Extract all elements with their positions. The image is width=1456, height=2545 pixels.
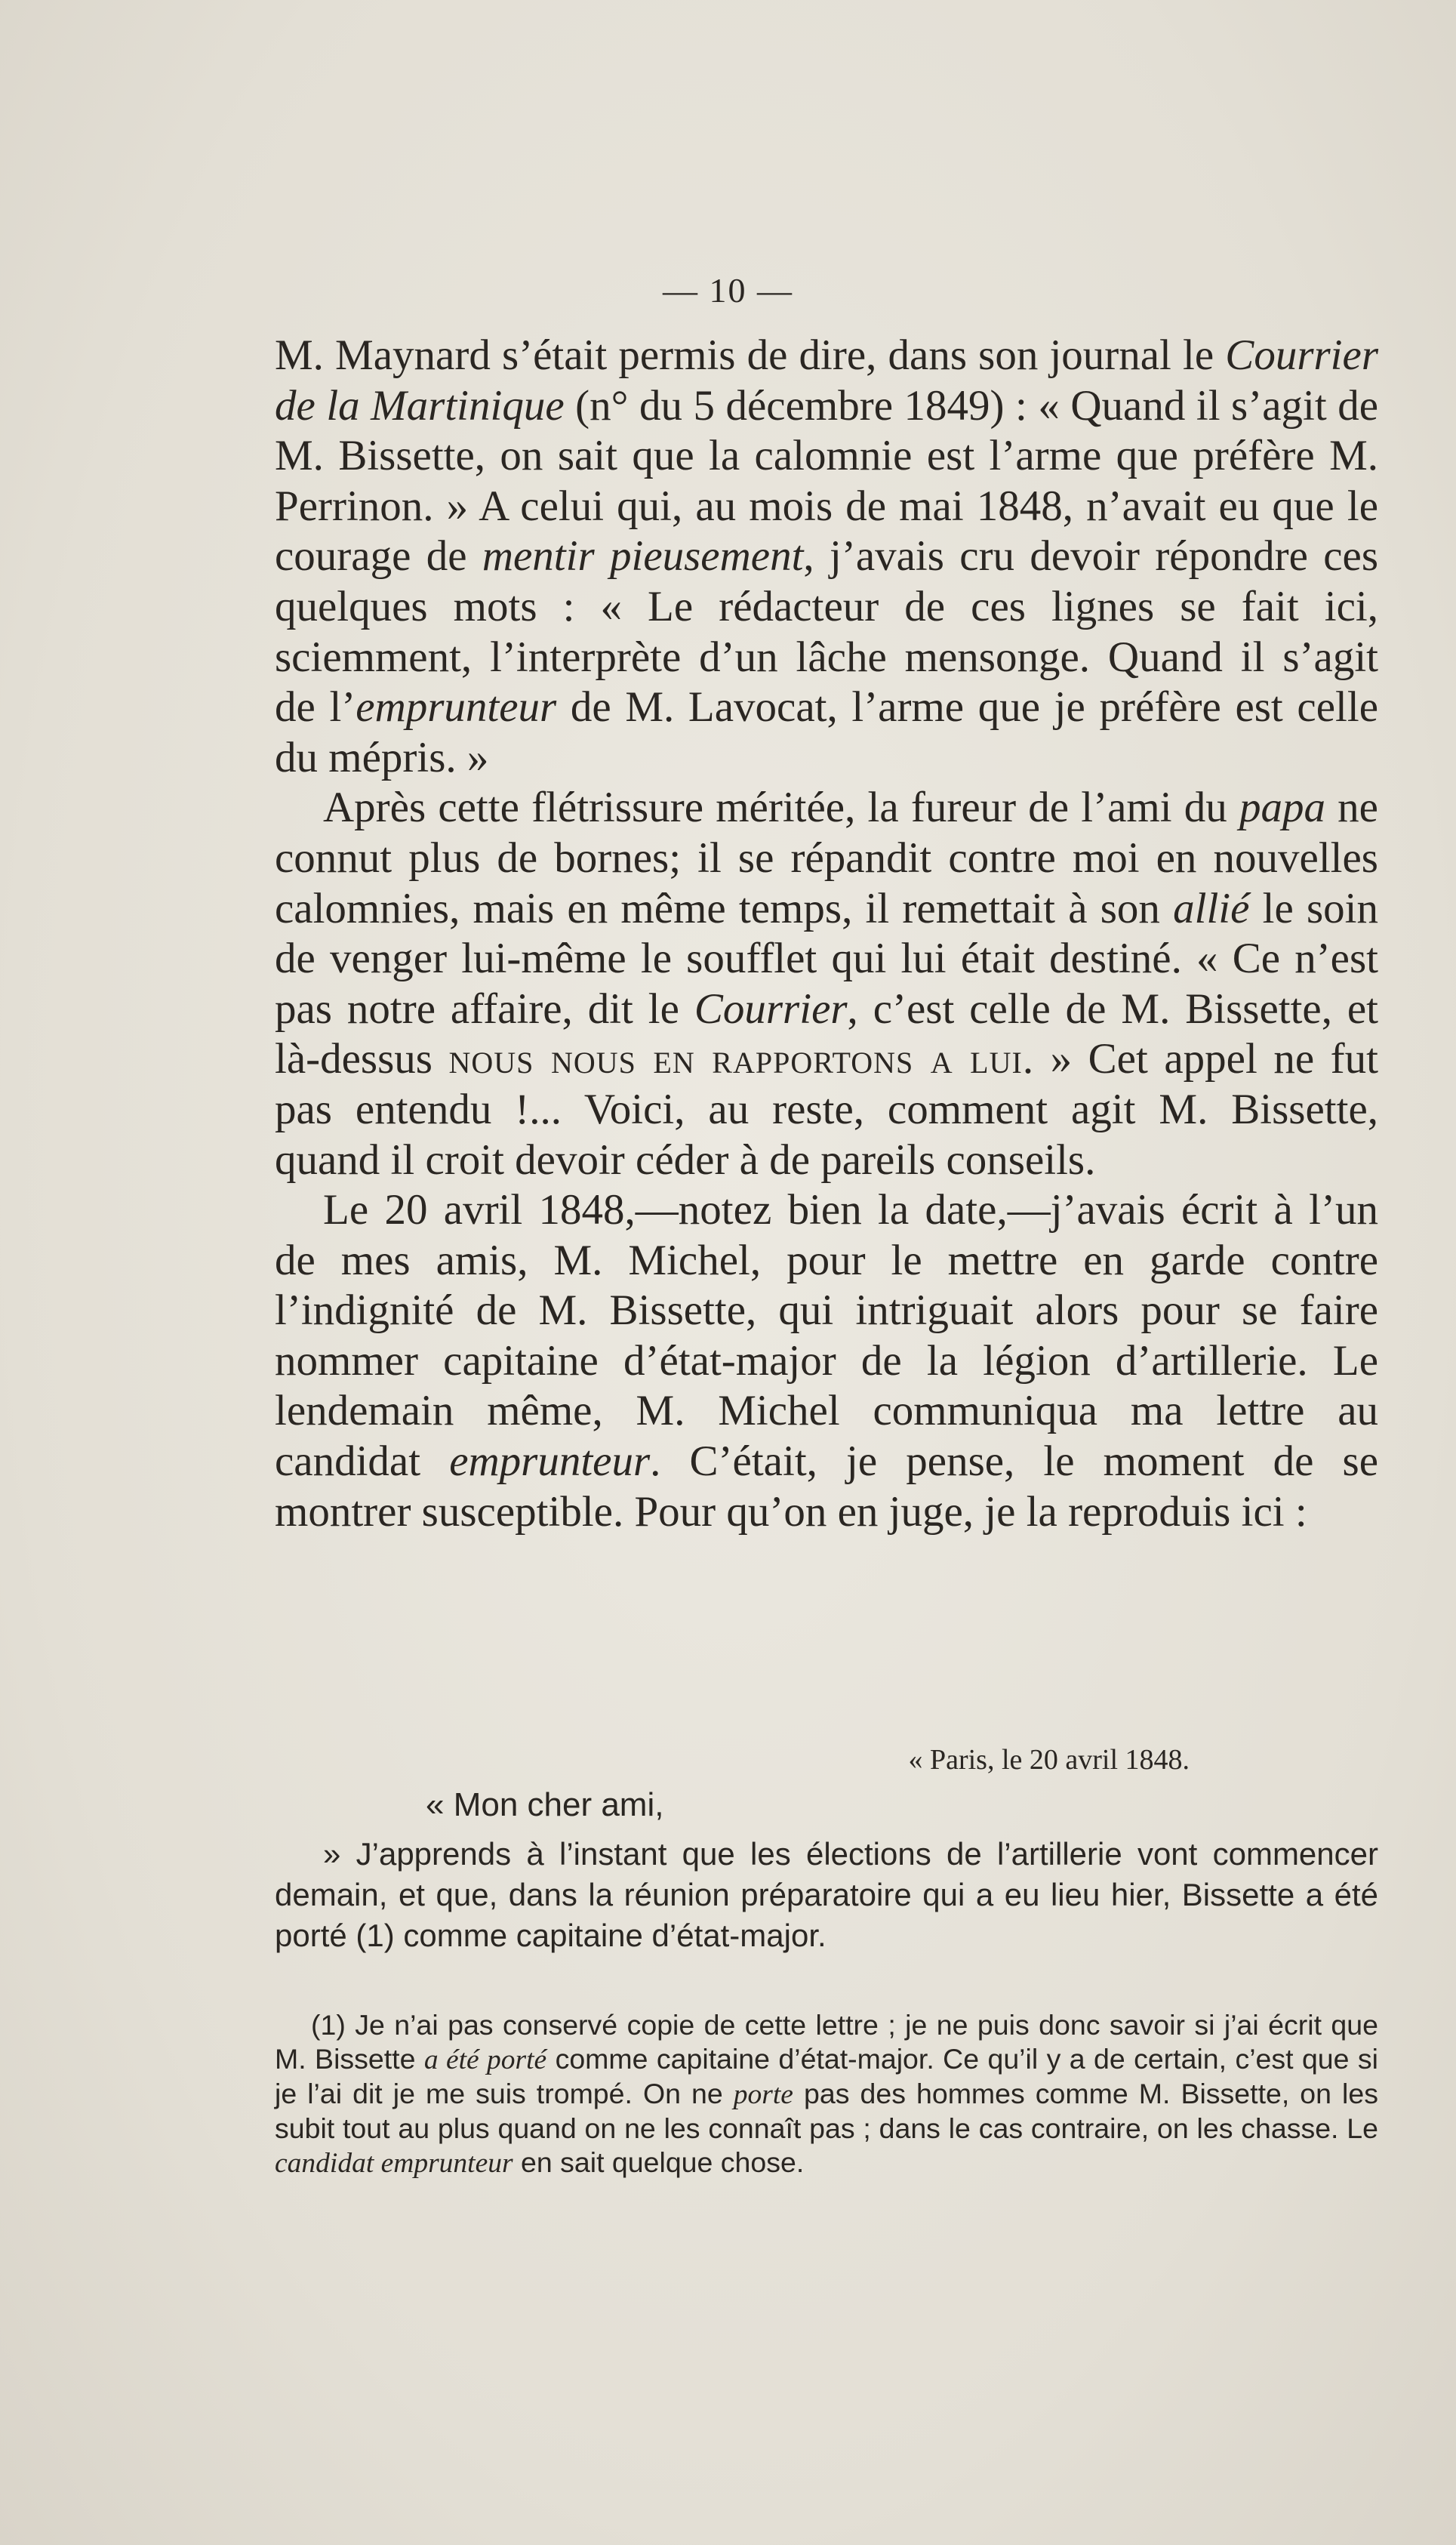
text-run: le soin de venger lui-même le soufflet qui lui était destiné. « Ce n’est pas notre affaire, dit le — [275, 884, 1379, 1033]
text-run: comme capitaine d’état-major. Ce qu’il y a de certain, c’est que si je l’ai dit je me suis trompé. On ne — [275, 2043, 1378, 2109]
text-run: (1) Je n’ai pas conservé copie de cette lettre ; je ne puis donc savoir si j’ai écrit que M. Bissette — [275, 2009, 1378, 2075]
text-run: » Cet appel ne fut pas entendu !... Voici, au reste, comment agit M. Bissette, quand il croit devoir céder à de pareils conseils. — [275, 1035, 1378, 1184]
text-run: (n° du 5 décembre 1849) : « Quand il s’agit de M. Bissette, on sait que la calomnie est l’arme que préfère M. Perrinon. » A celui qui, au mois de mai 1848, n’avait eu que le courage de — [275, 381, 1378, 581]
italic-word: papa — [1239, 784, 1325, 832]
text-run: Après cette flétrissure méritée, la fureur de l’ami du — [323, 784, 1239, 832]
paragraph-1 — [275, 331, 1378, 783]
text-run: de M. Lavocat, l’arme que je préfère est celle du mépris. » — [275, 683, 1378, 781]
paragraph-3 — [275, 1185, 1378, 1537]
letter-dateline: « Paris, le 20 avril 1848. — [908, 1744, 1190, 1776]
text-run: , c’est celle de M. Bissette, et là-dessus — [275, 984, 1379, 1083]
text-run: Le 20 avril 1848,—notez bien la date,—j’avais écrit à l’un de mes amis, M. Michel, pour le mettre en garde contre l’indignité de M. Bissette, qui intriguait alors pour se faire nommer capitaine d’état-major de la légion d’artillerie. Le lendemain même, M. Michel communiqua ma lettre au candidat — [275, 1186, 1378, 1486]
italic-phrase: a été porté — [423, 2044, 547, 2075]
letter-body: » J’apprends à l’instant que les élections de l’artillerie vont commencer demain, et que, dans la réunion préparatoire qui a eu lieu hier, Bissette a été porté (1) comme capitaine d’état-major. — [275, 1836, 1378, 1953]
small-caps-phrase: nous nous en rapportons a lui. — [448, 1035, 1035, 1083]
main-text — [275, 331, 1378, 1537]
italic-phrase: candidat emprunteur — [275, 2148, 513, 2179]
footnote — [275, 2008, 1378, 2180]
italic-word: porte — [733, 2079, 793, 2110]
italic-phrase: mentir pieusement — [482, 532, 804, 581]
text-run: pas des hommes comme M. Bissette, on les subit tout au plus quand on ne les connaît pas ; dans le cas contraire, on les chasse. Le — [275, 2078, 1378, 2144]
text-run: M. Maynard s’était permis de dire, dans son journal le — [275, 331, 1226, 379]
italic-title: Courrier — [694, 984, 848, 1033]
letter-salutation: « Mon cher ami, — [426, 1786, 664, 1823]
text-run: ne connut plus de bornes; il se répandit contre moi en nouvelles calomnies, mais en même temps, il remettait à son — [275, 784, 1378, 932]
page-number: — 10 — — [663, 271, 793, 310]
quoted-letter — [275, 1737, 1378, 1956]
italic-title: Courrier de la Martinique — [275, 331, 1378, 430]
italic-word: allié — [1173, 884, 1250, 932]
text-run: . C’était, je pense, le moment de se montrer susceptible. Pour qu’on en juge, je la reproduis ici : — [275, 1437, 1379, 1536]
text-run: , j’avais cru devoir répondre ces quelques mots : « Le rédacteur de ces lignes se fait ici, sciemment, l’interprète d’un lâche mensonge. Quand il s’agit de l’ — [275, 532, 1378, 732]
paragraph-2 — [275, 783, 1378, 1185]
text-run: en sait quelque chose. — [513, 2146, 805, 2178]
italic-word: emprunteur — [449, 1437, 651, 1486]
italic-word: emprunteur — [356, 683, 557, 732]
